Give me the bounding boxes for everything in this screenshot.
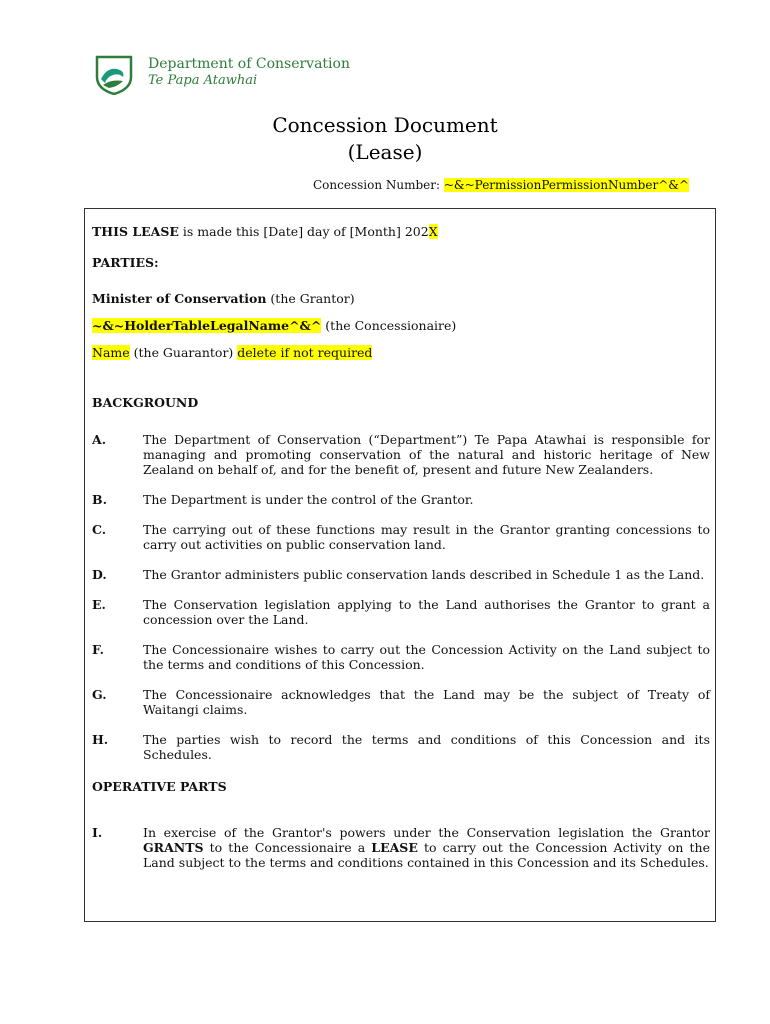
guarantor-note: delete if not required: [237, 345, 373, 360]
item-letter-b: B.: [92, 492, 107, 507]
item-text-h: The parties wish to record the terms and conditions of this Concession and its Schedules.: [143, 732, 710, 762]
guarantor-name: Name: [92, 345, 130, 360]
item-text-g: The Concessionaire acknowledges that the Land may be the subject of Treaty of Waitangi claims.: [143, 687, 710, 717]
document-subtitle: (Lease): [347, 140, 423, 164]
item-letter-a: A.: [92, 432, 107, 447]
item-text-a: The Department of Conservation (“Department”) Te Papa Atawhai is responsible for managing and promoting conservation of the natural and historic heritage of New Zealand on behalf of, and for the benefit of, present and future New Zealanders.: [143, 432, 710, 477]
operative-text-3: to carry out the Concession Activity on the Land subject to the terms and conditions contained in this Concession and its Schedules.: [143, 840, 710, 870]
org-maori-name: Te Papa Atawhai: [148, 73, 258, 88]
item-text-c: The carrying out of these functions may result in the Grantor granting concessions to carry out activities on public conservation land.: [143, 522, 710, 552]
item-letter-d: D.: [92, 567, 107, 582]
item-text-f: The Concessionaire wishes to carry out the Concession Activity on the Land subject to the terms and conditions of this Concession.: [143, 642, 710, 672]
item-text-e: The Conservation legislation applying to the Land authorises the Grantor to grant a concession over the Land.: [143, 597, 710, 627]
operative-letter: I.: [92, 825, 103, 840]
concessionaire-text: (the Concessionaire): [321, 318, 457, 333]
item-letter-e: E.: [92, 597, 106, 612]
operative-grants: GRANTS: [143, 840, 204, 855]
operative-text-2: to the Concessionaire a: [203, 840, 372, 855]
item-letter-h: H.: [92, 732, 109, 747]
conservation-emblem-icon: [93, 53, 135, 95]
concessionaire-bold: ~&~HolderTableLegalName^&^: [92, 318, 322, 333]
operative-lease: LEASE: [371, 840, 418, 855]
doc-logo: [93, 53, 393, 95]
guarantor-text: (the Guarantor): [129, 345, 238, 360]
operative-heading: OPERATIVE PARTS: [92, 779, 227, 794]
org-name: Department of Conservation: [148, 56, 350, 72]
parties-heading: PARTIES:: [92, 255, 159, 270]
grantor-bold: Minister of Conservation: [92, 291, 267, 306]
guarantor-line: [92, 345, 372, 360]
item-letter-c: C.: [92, 522, 107, 537]
document-title: Concession Document: [272, 113, 498, 137]
item-letter-f: F.: [92, 642, 104, 657]
document-frame: [84, 208, 716, 922]
intro-year-suffix: X: [428, 224, 438, 239]
intro-bold: THIS LEASE: [92, 224, 179, 239]
grantor-line: [92, 291, 355, 306]
operative-text: [143, 825, 710, 870]
item-letter-g: G.: [92, 687, 107, 702]
item-text-b: The Department is under the control of the Grantor.: [143, 492, 474, 507]
concessionaire-line: [92, 318, 456, 333]
background-heading: BACKGROUND: [92, 395, 199, 410]
grantor-text: (the Grantor): [266, 291, 355, 306]
item-text-d: The Grantor administers public conservation lands described in Schedule 1 as the Land.: [143, 567, 705, 582]
concession-number-value: ~&~PermissionPermissionNumber^&^: [443, 178, 689, 192]
operative-text-1: In exercise of the Grantor's powers under the Conservation legislation the Grantor: [143, 825, 710, 840]
concession-number-label: Concession Number:: [313, 178, 444, 192]
concession-number: [313, 178, 689, 192]
intro-text: is made this [Date] day of [Month] 202: [178, 224, 429, 239]
intro-line: [92, 224, 438, 239]
